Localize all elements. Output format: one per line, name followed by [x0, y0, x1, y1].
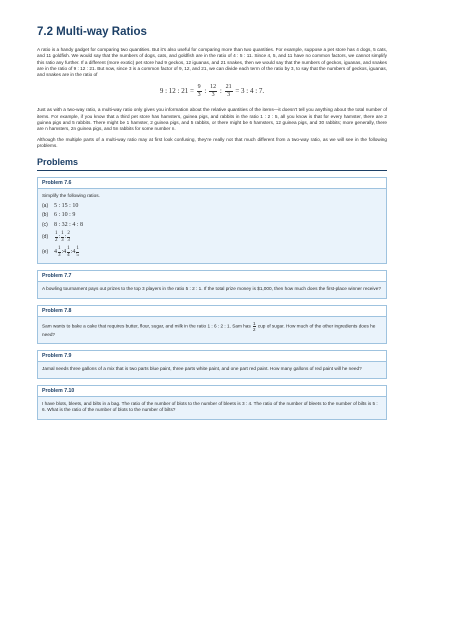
fraction: 1 3 — [58, 246, 61, 258]
problems-heading: Problems — [37, 157, 387, 171]
problem-text-start: Sam wants to bake a cake that requires butter, flour, sugar, and milk in the ratio 1 : 6 : 2 : 1. Sam has — [42, 323, 251, 329]
equation-fraction-3: $\frac{21}{3}$ — [225, 84, 232, 99]
part-b: (b) 6 : 10 : 9 — [42, 212, 76, 219]
page-content — [37, 26, 387, 420]
problem-title: Problem 7.6 — [38, 178, 386, 189]
section-title: 7.2 Multi-way Ratios — [37, 26, 147, 38]
problem-text-end: cup of sugar. How much of the other ingredients does he need? — [42, 323, 376, 337]
ratio-equation: 9 : 12 : 21 = $\frac{9}{3}$ : $\frac{12}{3}$ : $\frac{21}{3}$ = 3 : 4 : 7. — [159, 84, 265, 99]
problem-text: Jamal needs three gallons of a mix that is two parts blue paint, three parts white paint, and one part red paint. How many gallons of red paint will he need? — [38, 362, 386, 378]
problem-7-9 — [37, 350, 387, 379]
problem-title: Problem 7.10 — [38, 386, 386, 397]
part-e: (e) 4 1 3 : 4 1 4 : 4 1 5 — [42, 246, 79, 258]
fraction: 1 3 — [61, 231, 64, 243]
paragraph-2: Just as with a two-way ratio, a multi-way ratio only gives you information about the relative quantities of the items—it doesn't tell you anything about the total number of items. For example, if you know that a third pet store has hamsters, guinea pigs, and rabbits in the ratio 1 : 2 : 5, all you know is that for every hamster, there are 2 guinea pigs and 5 rabbits. There might be 1 hamster, 2 guinea pigs, and 5 rabbits, or there might be 6 hamsters, 12 guinea pigs, and 30 rabbits; more generally, there are n hamsters, 2n guinea pigs, and 5n rabbits for some number n. — [37, 107, 387, 132]
fraction: $\frac{1}{2}$ — [253, 320, 256, 332]
problem-title: Problem 7.8 — [38, 306, 386, 317]
problem-7-6 — [37, 177, 387, 264]
problem-text: A bowling tournament pays out prizes to the top 3 players in the ratio 5 : 2 : 1. If the total prize money is $1,000, then how much does the first-place winner receive? — [38, 282, 386, 298]
part-c: (c) 8 : 32 : 4 : 8 — [42, 221, 84, 228]
equation-left: 9 : 12 : 21 = — [159, 87, 194, 96]
fraction: 1 4 — [67, 246, 70, 258]
equation-right: = 3 : 4 : 7. — [235, 87, 265, 96]
problem-title: Problem 7.9 — [38, 351, 386, 362]
equation-fraction-1: $\frac{9}{3}$ — [197, 84, 201, 99]
intro-paragraph: A ratio is a handy gadget for comparing two quantities. But it's also useful for comparing more than two quantities. For example, suppose a pet store has 4 dogs, 5 cats, and 11 goldfish. We would say that the numbers of dogs, cats, and goldfish are in the ratio of 4 : 5 : 11. Since 4, 5, and 11 have no common factors, we cannot simplify this ratio any further. If a different (more exotic) pet store had 9 geckos, 12 iguanas, and 21 snakes, then we would say that the numbers of geckos, iguanas, and snakes are in the ratio of 9 : 12 : 21. But now, since 3 is a common factor of 9, 12, and 21, we can divide each term of the ratio by 3, to say that the numbers of geckos, iguanas, and snakes are in the ratio of — [37, 47, 387, 78]
part-a: (a) 5 : 15 : 10 — [42, 202, 79, 209]
fraction: 2 3 — [67, 231, 70, 243]
problem-body — [38, 189, 386, 263]
paragraph-3: Although the multiple parts of a multi-way ratio may at first look confusing, they're really not that much different from a two-way ratio, as we will see in the following problems. — [37, 136, 387, 148]
problem-text: I have blots, bleets, and bilts in a bag. The ratio of the number of blots to the number of bleets is 3 : 4. The ratio of the number of bleets to the number of bilts is 5 : 6. What is the ratio of the number of blots to the number of bilts? — [38, 397, 386, 419]
problem-7-8 — [37, 305, 387, 345]
problem-prompt: Simplify the following ratios. — [42, 193, 100, 199]
problem-7-7 — [37, 270, 387, 299]
fraction: 1 5 — [76, 246, 79, 258]
equation-fraction-2: $\frac{12}{3}$ — [210, 84, 217, 99]
part-d: (d) 1 2 : 1 3 : 2 3 — [42, 231, 70, 243]
problem-title: Problem 7.7 — [38, 271, 386, 282]
problem-7-10 — [37, 385, 387, 420]
problem-body — [38, 317, 386, 344]
fraction: 1 2 — [55, 231, 58, 243]
